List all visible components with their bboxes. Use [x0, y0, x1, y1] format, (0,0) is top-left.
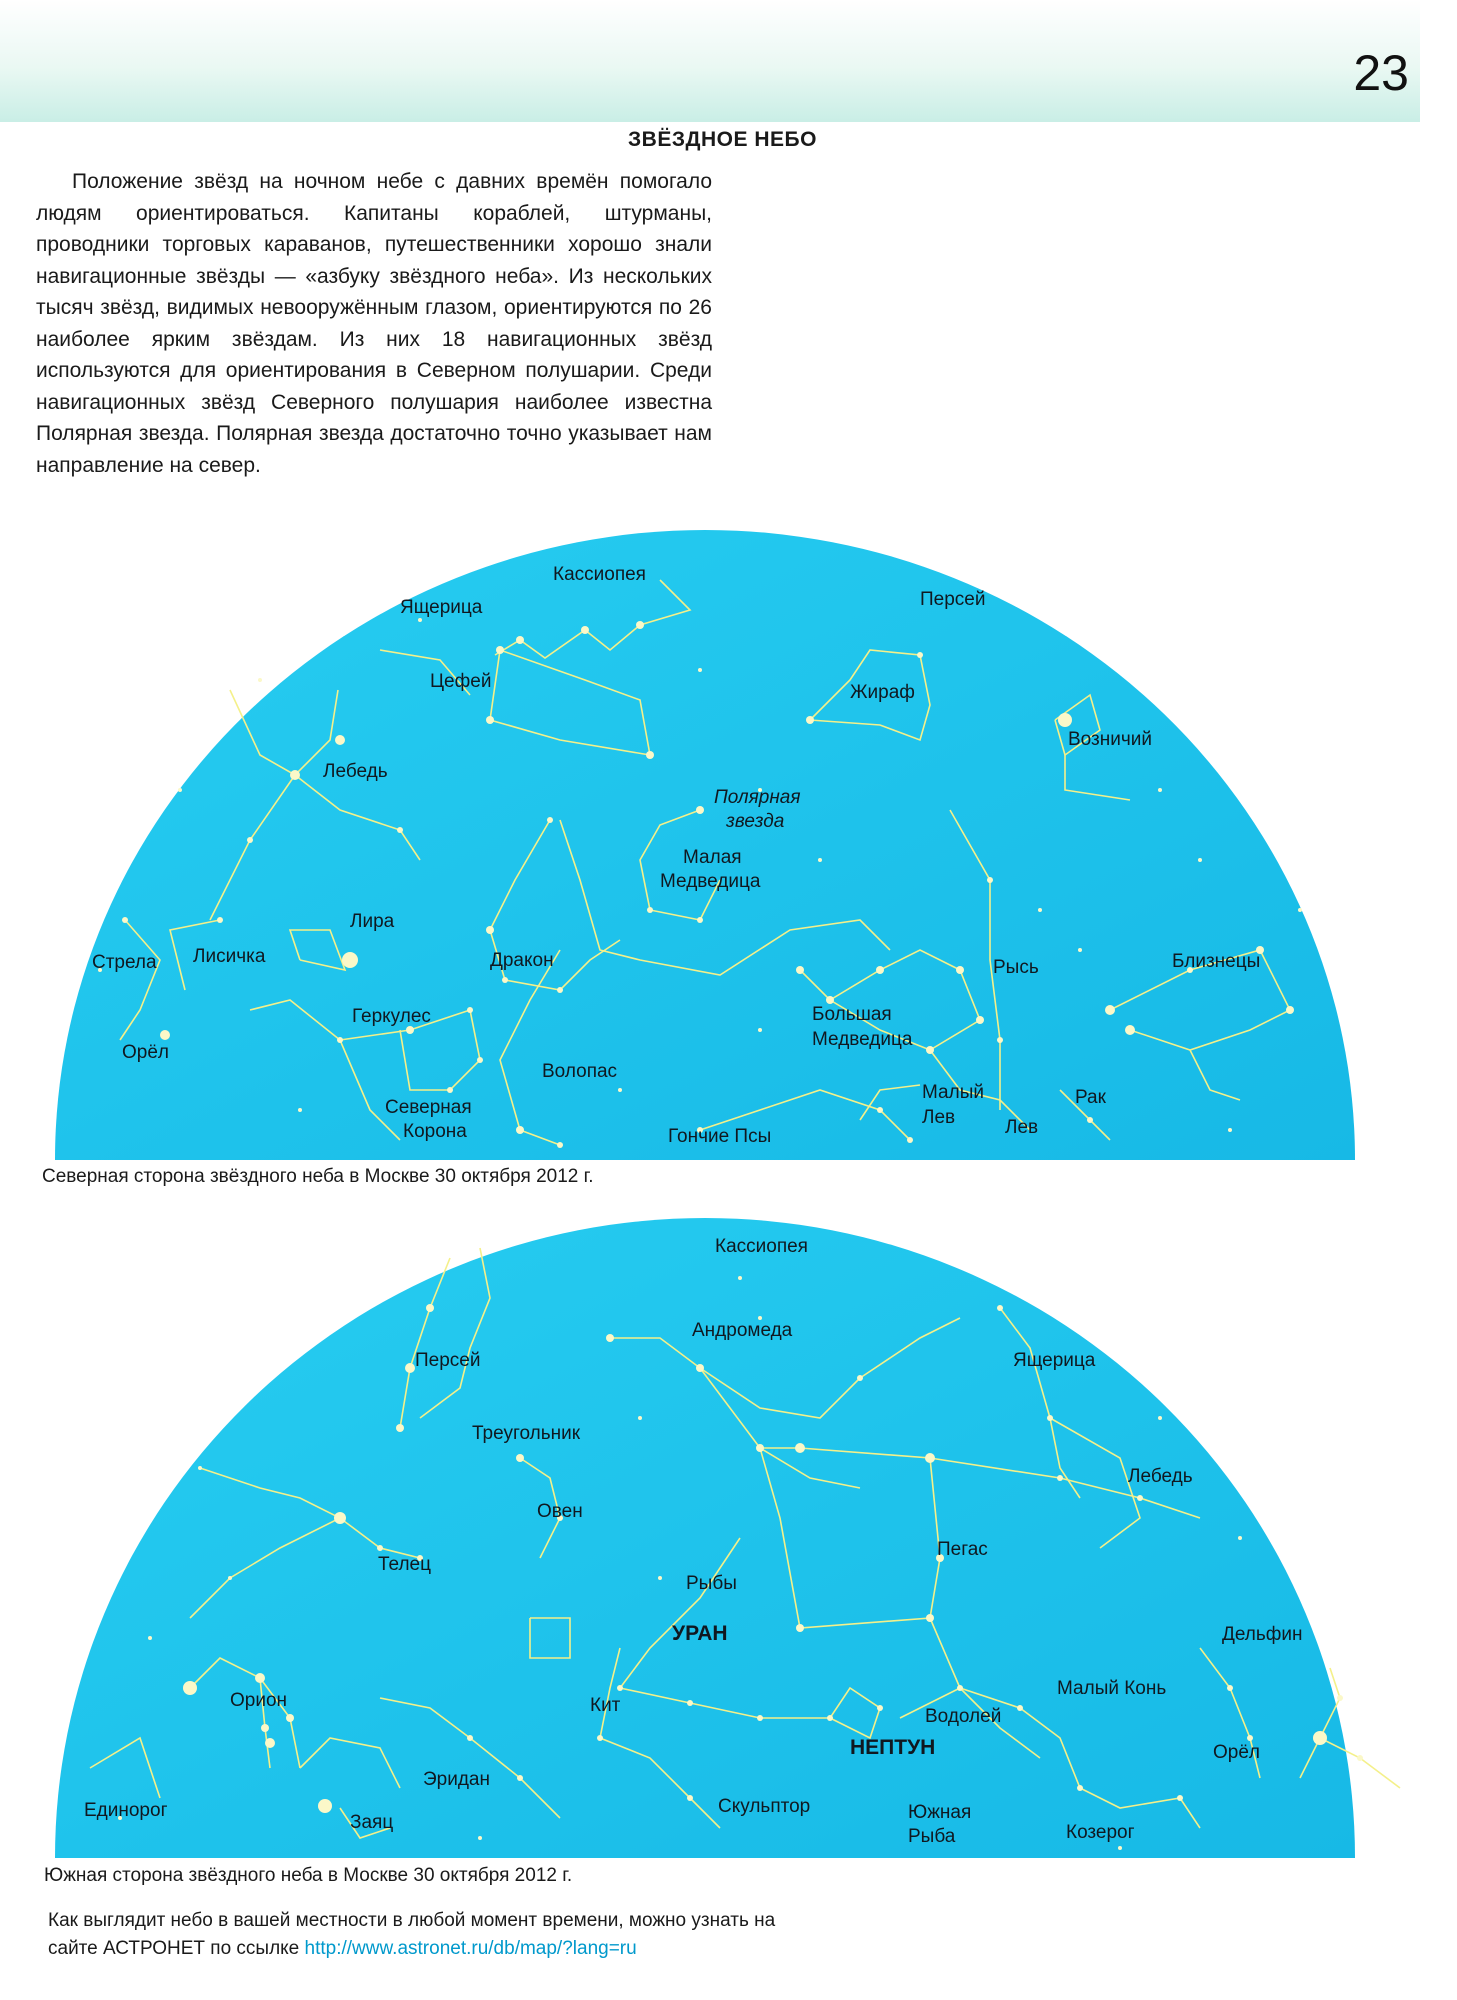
label-triangulum: Треугольник [472, 1423, 581, 1444]
label-cancer: Рак [1075, 1087, 1106, 1108]
north-sky-svg [0, 530, 1457, 1160]
vega-star [342, 952, 358, 968]
label-draco: Дракон [490, 950, 554, 971]
label-hercules: Геркулес [352, 1006, 431, 1027]
label-lynx: Рысь [993, 957, 1039, 978]
label-sagitta: Стрела [92, 952, 157, 973]
label-canes: Гончие Псы [668, 1126, 772, 1147]
rigel-star [318, 1799, 332, 1813]
page-header-band [0, 0, 1420, 122]
label-uranus: УРАН [672, 1622, 728, 1645]
label-equuleus: Малый Конь [1057, 1678, 1167, 1699]
label-pisces: Рыбы [686, 1573, 737, 1594]
label-pegasus: Пегас [937, 1539, 988, 1560]
label-ursa-minor-2: Медведица [660, 871, 761, 892]
label-corona-1: Северная [385, 1097, 472, 1118]
north-sky-map [0, 530, 1457, 1160]
label-ursa-major-1: Большая [812, 1004, 892, 1025]
label-corona-2: Корона [403, 1121, 467, 1142]
label-lyra: Лира [350, 911, 395, 932]
label-sculptor: Скульптор [718, 1796, 811, 1817]
betelgeuse-star [183, 1681, 197, 1695]
label-andromeda: Андромеда [692, 1320, 793, 1341]
label-cygnus-s: Лебедь [1128, 1466, 1193, 1487]
label-eridanus: Эридан [423, 1769, 490, 1790]
north-map-caption: Северная сторона звёздного неба в Москве 30 октября 2012 г. [42, 1166, 594, 1187]
label-cassiopeia-s: Кассиопея [715, 1236, 808, 1257]
label-polaris-2: звезда [726, 811, 785, 832]
label-leo-minor-2: Лев [922, 1107, 956, 1128]
label-cygnus: Лебедь [323, 761, 388, 782]
footer-text-2: сайте АСТРОНЕТ по ссылке [48, 1938, 300, 1959]
label-delphinus: Дельфин [1222, 1624, 1303, 1645]
label-cassiopeia: Кассиопея [553, 564, 646, 585]
label-piscis-austrinus-1: Южная [908, 1802, 972, 1823]
label-ursa-minor-1: Малая [683, 847, 742, 868]
label-aries: Овен [537, 1501, 583, 1522]
label-auriga: Возничий [1068, 729, 1152, 750]
label-lepus: Заяц [350, 1812, 394, 1833]
label-perseus-s: Персей [415, 1350, 481, 1371]
south-map-caption: Южная сторона звёздного неба в Москве 30 октября 2012 г. [44, 1865, 573, 1886]
footer-text-1: Как выглядит небо в вашей местности в любой момент времени, можно узнать на [48, 1910, 776, 1931]
astronet-link[interactable]: http://www.astronet.ru/db/map/?lang=ru [304, 1938, 637, 1959]
north-sky-dome [55, 530, 1355, 1160]
altair-star [1313, 1731, 1327, 1745]
label-lizard-s: Ящерица [1013, 1350, 1096, 1371]
label-lizard: Ящерица [400, 597, 483, 618]
footer-note [48, 1907, 968, 1963]
aldebaran-star [334, 1512, 346, 1524]
label-cepheus: Цефей [430, 671, 492, 692]
label-leo-minor-1: Малый [922, 1082, 984, 1103]
label-leo: Лев [1005, 1117, 1039, 1138]
label-neptune: НЕПТУН [850, 1736, 936, 1759]
label-piscis-austrinus-2: Рыба [908, 1826, 956, 1847]
label-giraffe: Жираф [850, 682, 915, 703]
label-vulpecula: Лисичка [193, 946, 266, 967]
label-perseus: Персей [920, 589, 986, 610]
polaris-star [696, 806, 704, 814]
south-sky-map [0, 1218, 1457, 1858]
label-polaris-1: Полярная [714, 787, 801, 808]
label-ursa-major-2: Медведица [812, 1029, 913, 1050]
label-bootes: Волопас [542, 1061, 618, 1082]
page-number: 23 [1353, 45, 1409, 101]
page-title: ЗВЁЗДНОЕ НЕБО [628, 128, 817, 151]
south-sky-svg [0, 1218, 1457, 1858]
label-cetus: Кит [590, 1695, 621, 1716]
label-taurus: Телец [378, 1554, 432, 1575]
label-orion: Орион [230, 1690, 288, 1711]
label-aquila-s: Орёл [1213, 1742, 1260, 1763]
capella-star [1058, 713, 1072, 727]
label-aquarius: Водолей [925, 1706, 1002, 1727]
label-capricornus: Козерог [1066, 1822, 1135, 1843]
south-sky-dome [55, 1218, 1355, 1858]
label-gemini: Близнецы [1172, 951, 1261, 972]
label-monoceros: Единорог [84, 1800, 168, 1821]
intro-paragraph: Положение звёзд на ночном небе с давних времён помогало людям ориентироваться. Капитаны кораблей, штурманы, проводники торговых караванов, путешественники хорошо знали навигационные звёзды — «азбуку звёздного неба». Из нескольких тысяч звёзд, видимых невооружённым глазом, ориентируются по 26 наиболее ярким звёздам. Из них 18 навигационных звёзд используются для ориентирования в Северном полушарии. Среди навигационных звёзд Северного полушария наиболее известна Полярная звезда. Полярная звезда достаточно точно указывает нам направление на север. [36, 170, 712, 477]
label-aquila: Орёл [122, 1042, 169, 1063]
